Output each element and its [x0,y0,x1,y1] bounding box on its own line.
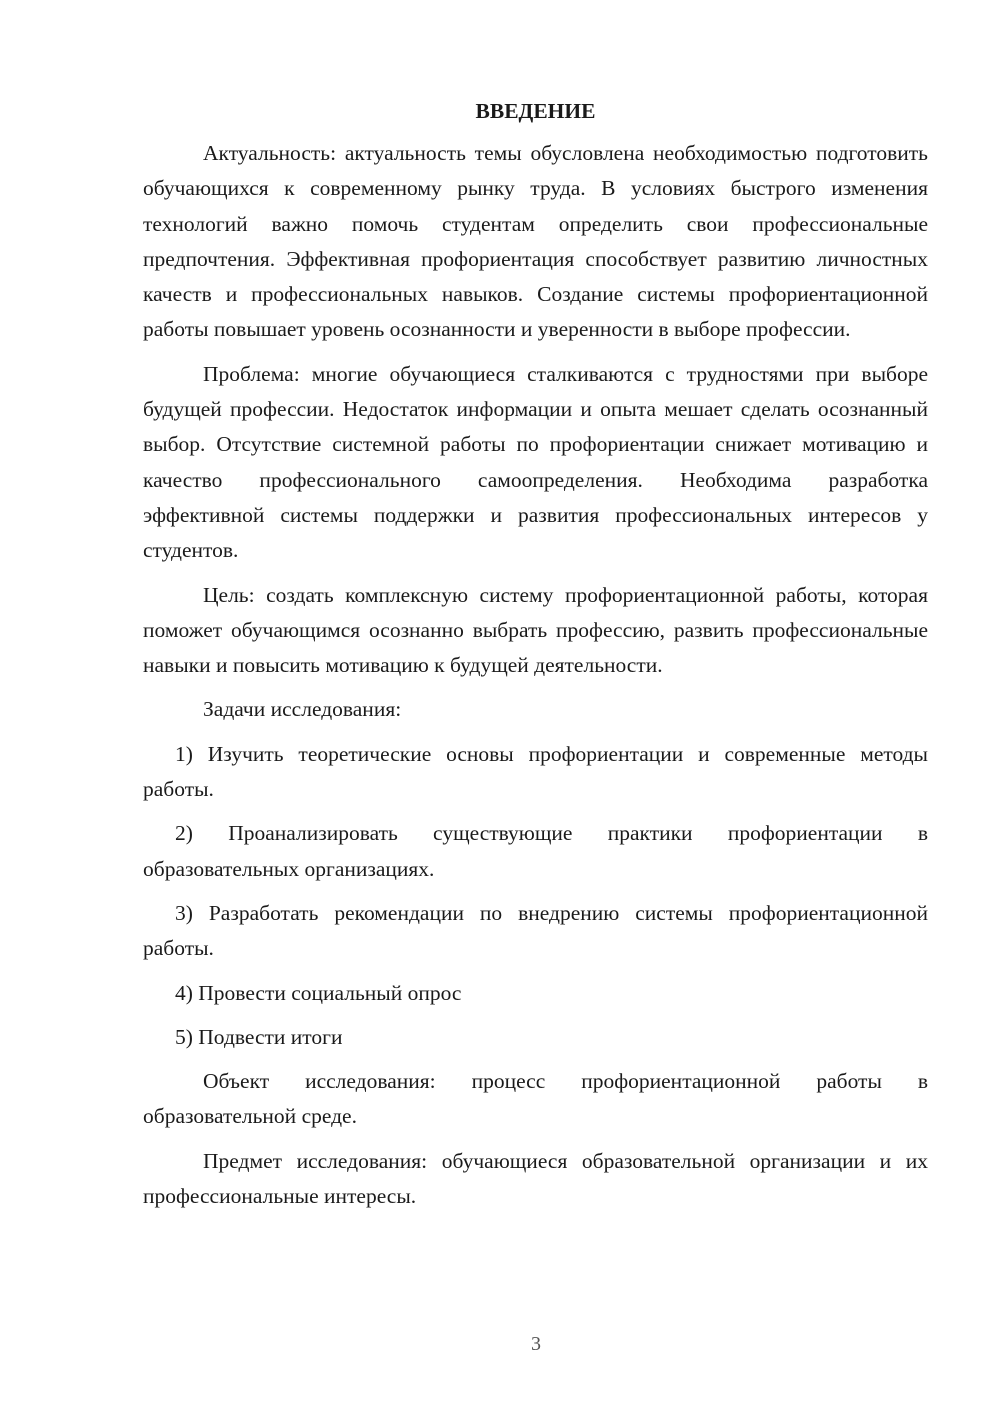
task-item-1: 1) Изучить теоретические основы профориентации и современные методы работы. [143,741,928,802]
goal-paragraph: Цель: создать комплексную систему профориентационной работы, которая поможет обучающимся осознанно выбрать профессию, развить профессиональные навыки и повысить мотивацию к будущей деятельности. [143,582,928,678]
task-item-2: 2) Проанализировать существующие практики профориентации в образовательных организациях. [143,821,928,881]
object-paragraph: Объект исследования: процесс профориентационной работы в образовательной среде. [143,1069,928,1129]
problem-paragraph: Проблема: многие обучающиеся сталкиваются с трудностями при выборе будущей профессии. Недостаток информации и опыта мешает сделать осознанный выбор. Отсутствие системной работы по профориентации снижает мотивацию и качество профессионального самоопределения. Необходима разработка эффективной системы поддержки и развития профессиональных интересов у студентов. [143,361,928,563]
page-number: 3 [531,1333,541,1355]
document-page [143,94,928,1223]
relevance-paragraph: Актуальность: актуальность темы обусловлена необходимостью подготовить обучающихся к современному рынку труда. В условиях быстрого изменения технологий важно помочь студентам определить свои профессиональные предпочтения. Эффективная профориентация способствует развитию личностных качеств и профессиональных навыков. Создание системы профориентационной работы повышает уровень осознанности и уверенности в выборе профессии. [143,141,928,342]
section-title: ВВЕДЕНИЕ [475,99,596,123]
subject-paragraph: Предмет исследования: обучающиеся образовательной организации и их профессиональные интересы. [143,1148,928,1209]
task-item-4: 4) Провести социальный опрос [175,980,462,1005]
task-item-3: 3) Разработать рекомендации по внедрению системы профориентационной работы. [143,900,928,961]
tasks-heading: Задачи исследования: [203,697,402,722]
task-item-5: 5) Подвести итоги [175,1024,343,1049]
